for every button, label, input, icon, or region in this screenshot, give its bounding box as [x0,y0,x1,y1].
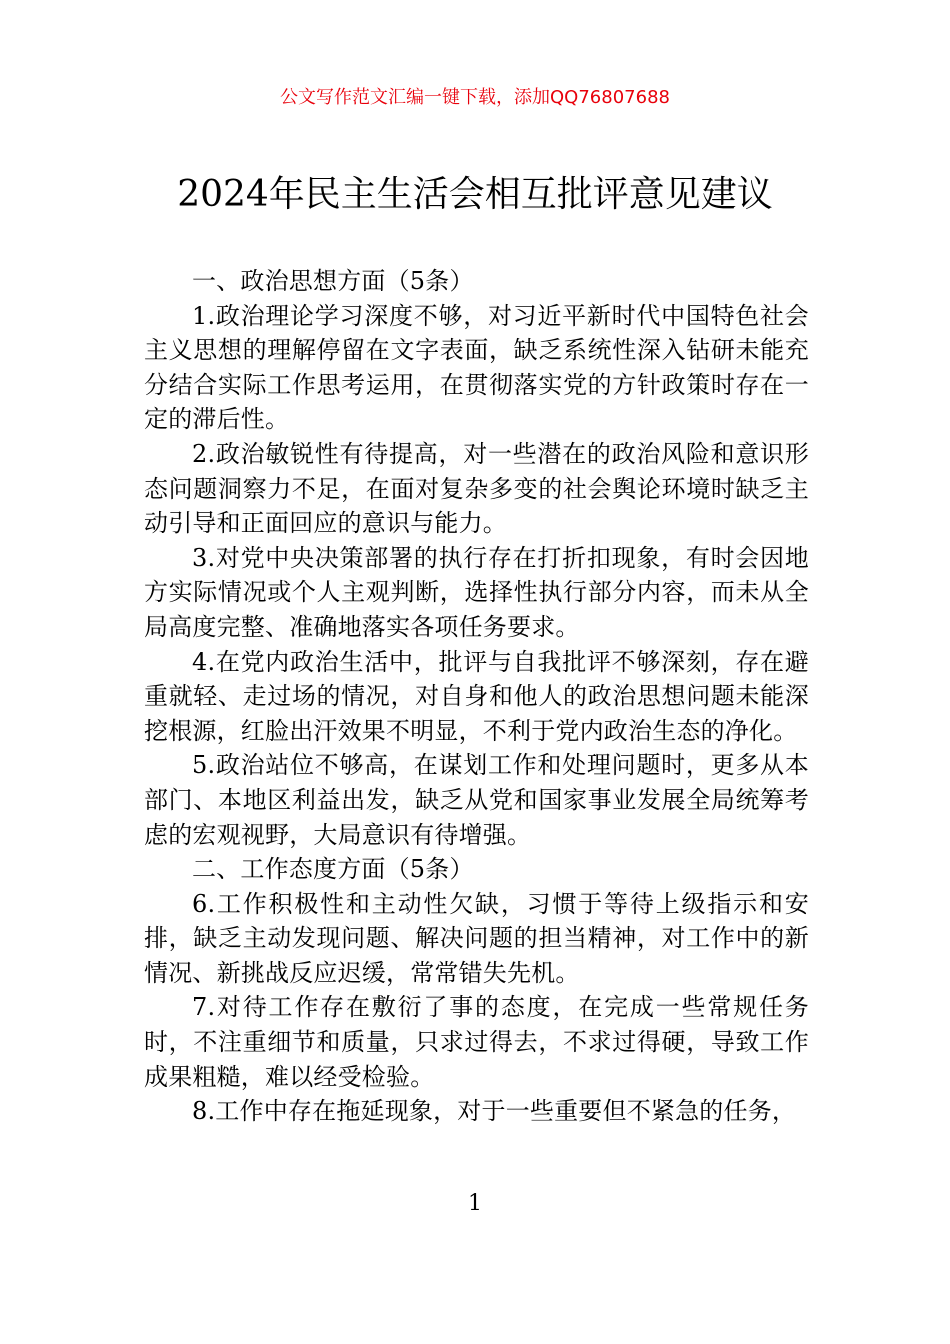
paragraph: 1.政治理论学习深度不够，对习近平新时代中国特色社会主义思想的理解停留在文字表面，缺乏系统性深入钻研未能充分结合实际工作思考运用，在贯彻落实党的方针政策时存在一定的滞后性。 [144,301,809,434]
paragraph: 4.在党内政治生活中，批评与自我批评不够深刻，存在避重就轻、走过场的情况，对自身和他人的政治思想问题未能深挖根源，红脸出汗效果不明显，不利于党内政治生态的净化。 [144,647,809,745]
document-title: 2024年民主生活会相互批评意见建议 [177,174,773,215]
paragraph: 7.对待工作存在敷衍了事的态度，在完成一些常规任务时，不注重细节和质量，只求过得去，不求过得硬，导致工作成果粗糙，难以经受检验。 [144,993,809,1091]
document-body [144,264,809,1129]
paragraph: 8.工作中存在拖延现象，对于一些重要但不紧急的任务， [192,1097,797,1126]
header-note: 公文写作范文汇编一键下载，添加QQ76807688 [280,87,670,108]
paragraph: 6.工作积极性和主动性欠缺，习惯于等待上级指示和安排，缺乏主动发现问题、解决问题的担当精神，对工作中的新情况、新挑战反应迟缓，常常错失先机。 [144,889,809,987]
paragraph: 2.政治敏锐性有待提高，对一些潜在的政治风险和意识形态问题洞察力不足，在面对复杂多变的社会舆论环境时缺乏主动引导和正面回应的意识与能力。 [144,439,809,538]
paragraph: 3.对党中央决策部署的执行存在打折扣现象，有时会因地方实际情况或个人主观判断，选择性执行部分内容，而未从全局高度完整、准确地落实各项任务要求。 [144,543,809,641]
section-heading: 二、工作态度方面（5条） [192,855,474,884]
page-number: 1 [468,1191,482,1216]
paragraph: 5.政治站位不够高，在谋划工作和处理问题时，更多从本部门、本地区利益出发，缺乏从党和国家事业发展全局统筹考虑的宏观视野，大局意识有待增强。 [144,751,809,849]
section-heading: 一、政治思想方面（5条） [192,267,474,295]
